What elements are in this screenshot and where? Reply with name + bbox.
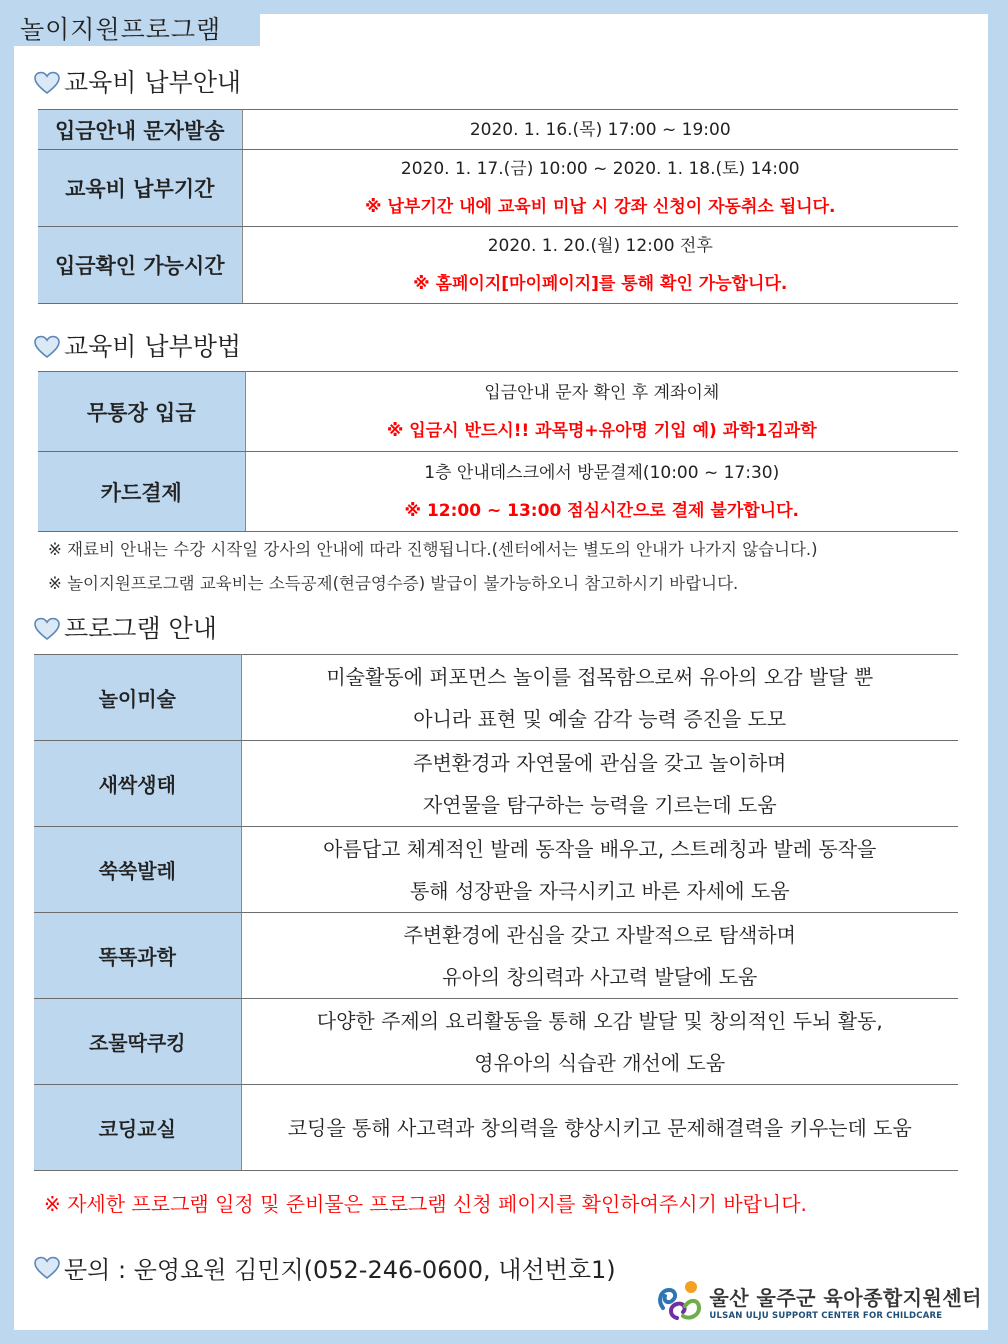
program-info-table: [34, 654, 958, 1171]
description-line: 다양한 주제의 요리활동을 통해 오감 발달 및 창의적인 두뇌 활동,: [316, 1008, 883, 1033]
program-name: 쑥쑥발레: [34, 827, 241, 913]
row-value-line: 입금안내 문자 확인 후 계좌이체: [484, 382, 720, 403]
section-heading-payment-method: [34, 330, 241, 364]
description-line: 아름답고 체계적인 발레 동작을 배우고, 스트레칭과 발레 동작을: [323, 836, 877, 861]
table-row: [38, 110, 958, 150]
heart-icon: [34, 335, 60, 359]
table-row: [38, 150, 958, 227]
warning-text: ※ 입금시 반드시!! 과목명+유아명 기입 예) 과학1김과학: [386, 420, 817, 441]
program-name: 새싹생태: [34, 741, 241, 827]
program-name: 코딩교실: [34, 1085, 241, 1171]
table-row: [34, 1085, 958, 1171]
program-schedule-notice: ※ 자세한 프로그램 일정 및 준비물은 프로그램 신청 페이지를 확인하여주시기 바랍니다.: [44, 1192, 807, 1216]
row-label: 무통장 입금: [38, 372, 245, 452]
description-line: 코딩을 통해 사고력과 창의력을 향상시키고 문제해결력을 키우는데 도움: [287, 1115, 912, 1140]
section-heading-fee-payment: [34, 66, 241, 100]
warning-text: ※ 홈페이지[마이페이지]를 통해 확인 가능합니다.: [413, 274, 788, 294]
table-row: [38, 227, 958, 304]
description-line: 주변환경에 관심을 갖고 자발적으로 탐색하며: [403, 922, 796, 947]
warning-text: ※ 납부기간 내에 교육비 미납 시 강좌 신청이 자동취소 됩니다.: [365, 197, 836, 217]
section-heading-text: 프로그램 안내: [64, 614, 217, 643]
description-line: 아니라 표현 및 예술 감각 능력 증진을 도모: [413, 706, 787, 731]
heart-icon: [34, 617, 60, 641]
heart-icon: [34, 71, 60, 95]
row-value-line: 2020. 1. 17.(금) 10:00 ~ 2020. 1. 18.(토) 14:00: [400, 159, 800, 179]
section-heading-text: 교육비 납부안내: [64, 68, 241, 97]
center-logo: [655, 1278, 982, 1324]
contact-text: 문의 : 운영요원 김민지(052-246-0600, 내선번호1): [64, 1256, 616, 1284]
row-label: 카드결제: [38, 452, 245, 532]
row-label: 교육비 납부기간: [38, 150, 242, 227]
program-description: [241, 999, 958, 1085]
description-line: 영유아의 식습관 개선에 도움: [474, 1050, 726, 1075]
contact-info: [34, 1250, 616, 1285]
program-name: 놀이미술: [34, 655, 241, 741]
heart-icon: [34, 1256, 60, 1280]
description-line: 자연물을 탐구하는 능력을 기르는데 도움: [422, 792, 777, 817]
warning-text: ※ 12:00 ~ 13:00 점심시간으로 결제 불가합니다.: [404, 500, 799, 521]
row-value: [242, 150, 958, 227]
row-value: [245, 372, 958, 452]
row-value-line: 2020. 1. 20.(월) 12:00 전후: [487, 236, 713, 256]
table-row: [38, 372, 958, 452]
program-name: 똑똑과학: [34, 913, 241, 999]
row-value: [242, 110, 958, 150]
program-description: [241, 827, 958, 913]
table-row: [38, 452, 958, 532]
table-row: [34, 913, 958, 999]
table-row: [34, 655, 958, 741]
program-description: [241, 913, 958, 999]
section-heading-text: 교육비 납부방법: [64, 332, 241, 361]
row-label: 입금확인 가능시간: [38, 227, 242, 304]
page-title: 놀이지원프로그램: [14, 14, 260, 46]
notice-text: ※ 재료비 안내는 수강 시작일 강사의 안내에 따라 진행됩니다.(센터에서는 별도의 안내가 나가지 않습니다.): [48, 540, 818, 559]
description-line: 미술활동에 퍼포먼스 놀이를 접목함으로써 유아의 오감 발달 뿐: [326, 664, 874, 689]
description-line: 유아의 창의력과 사고력 발달에 도움: [442, 964, 758, 989]
program-description: [241, 1085, 958, 1171]
row-label: 입금안내 문자발송: [38, 110, 242, 150]
center-logo-icon: [655, 1278, 703, 1324]
table-row: [34, 827, 958, 913]
program-description: [241, 741, 958, 827]
description-line: 주변환경과 자연물에 관심을 갖고 놀이하며: [413, 750, 787, 775]
table-row: [34, 999, 958, 1085]
program-name: 조물딱쿠킹: [34, 999, 241, 1085]
row-value: [245, 452, 958, 532]
page: [14, 14, 988, 1330]
notice-text: ※ 놀이지원프로그램 교육비는 소득공제(현금영수증) 발급이 불가능하오니 참고하시기 바랍니다.: [48, 574, 739, 593]
program-description: [241, 655, 958, 741]
fee-payment-table: [38, 109, 958, 304]
row-value: [242, 227, 958, 304]
center-name-korean: 울산 울주군 육아종합지원센터: [709, 1285, 982, 1310]
payment-method-table: [38, 371, 958, 532]
row-value-line: 1층 안내데스크에서 방문결제(10:00 ~ 17:30): [424, 462, 780, 483]
description-line: 통해 성장판을 자극시키고 바른 자세에 도움: [409, 878, 790, 903]
row-value-line: 2020. 1. 16.(목) 17:00 ~ 19:00: [469, 119, 731, 140]
section-heading-program-info: [34, 612, 217, 646]
center-name-english: ULSAN ULJU SUPPORT CENTER FOR CHILDCARE: [709, 1310, 943, 1321]
table-row: [34, 741, 958, 827]
